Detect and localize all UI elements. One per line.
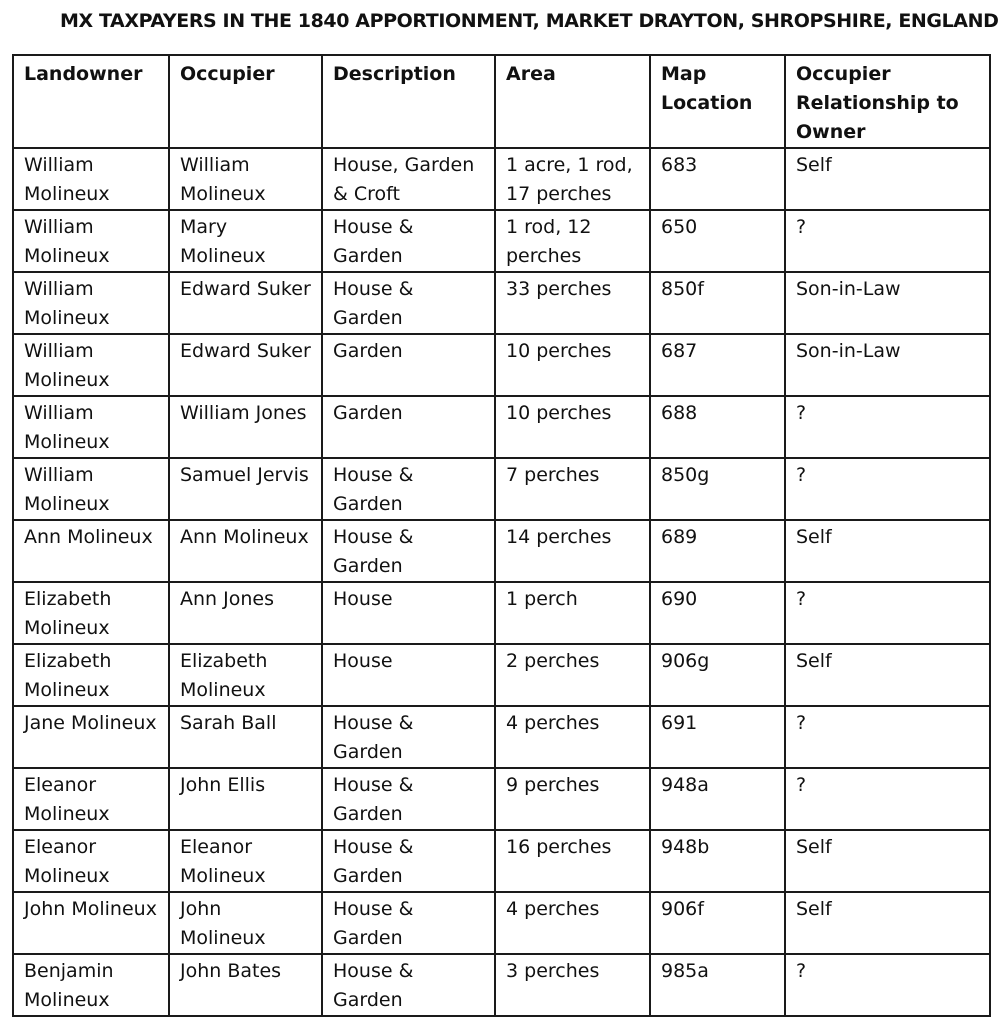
relationship-cell: Son-in-Law — [785, 272, 990, 334]
relationship-cell: ? — [785, 954, 990, 1016]
table-row — [13, 830, 990, 892]
relationship-cell: Son-in-Law — [785, 334, 990, 396]
description-cell: House & Garden — [322, 458, 495, 520]
map-location-cell: 850g — [650, 458, 785, 520]
occupier-cell: Elizabeth Molineux — [169, 644, 322, 706]
occupier-cell: Eleanor Molineux — [169, 830, 322, 892]
occupier-cell: Ann Jones — [169, 582, 322, 644]
landowner-cell: Ann Molineux — [13, 520, 169, 582]
occupier-cell: Sarah Ball — [169, 706, 322, 768]
column-header-area: Area — [495, 55, 650, 148]
description-cell: House, Garden & Croft — [322, 148, 495, 210]
landowner-cell: William Molineux — [13, 272, 169, 334]
description-cell: House — [322, 644, 495, 706]
description-cell: House & Garden — [322, 954, 495, 1016]
occupier-cell: Samuel Jervis — [169, 458, 322, 520]
table-row — [13, 644, 990, 706]
area-cell: 3 perches — [495, 954, 650, 1016]
description-cell: House & Garden — [322, 830, 495, 892]
column-header-map-location: Map Location — [650, 55, 785, 148]
landowner-cell: William Molineux — [13, 210, 169, 272]
map-location-cell: 948b — [650, 830, 785, 892]
map-location-cell: 689 — [650, 520, 785, 582]
column-header-landowner: Landowner — [13, 55, 169, 148]
description-cell: House & Garden — [322, 210, 495, 272]
map-location-cell: 691 — [650, 706, 785, 768]
landowner-cell: William Molineux — [13, 458, 169, 520]
relationship-cell: Self — [785, 644, 990, 706]
description-cell: House & Garden — [322, 892, 495, 954]
landowner-cell: Jane Molineux — [13, 706, 169, 768]
landowner-cell: William Molineux — [13, 334, 169, 396]
occupier-cell: Ann Molineux — [169, 520, 322, 582]
relationship-cell: ? — [785, 706, 990, 768]
relationship-cell: ? — [785, 458, 990, 520]
map-location-cell: 906g — [650, 644, 785, 706]
table-row — [13, 582, 990, 644]
table-row — [13, 458, 990, 520]
landowner-cell: Elizabeth Molineux — [13, 582, 169, 644]
occupier-cell: John Ellis — [169, 768, 322, 830]
area-cell: 14 perches — [495, 520, 650, 582]
area-cell: 10 perches — [495, 396, 650, 458]
relationship-cell: Self — [785, 148, 990, 210]
area-cell: 1 perch — [495, 582, 650, 644]
landowner-cell: Eleanor Molineux — [13, 768, 169, 830]
area-cell: 4 perches — [495, 706, 650, 768]
table-row — [13, 210, 990, 272]
landowner-cell: Elizabeth Molineux — [13, 644, 169, 706]
table-row — [13, 272, 990, 334]
description-cell: House & Garden — [322, 520, 495, 582]
area-cell: 4 perches — [495, 892, 650, 954]
occupier-cell: Mary Molineux — [169, 210, 322, 272]
map-location-cell: 906f — [650, 892, 785, 954]
occupier-cell: Edward Suker — [169, 334, 322, 396]
map-location-cell: 688 — [650, 396, 785, 458]
map-location-cell: 850f — [650, 272, 785, 334]
landowner-cell: Eleanor Molineux — [13, 830, 169, 892]
table-row — [13, 396, 990, 458]
map-location-cell: 985a — [650, 954, 785, 1016]
occupier-cell: Edward Suker — [169, 272, 322, 334]
landowner-cell: William Molineux — [13, 148, 169, 210]
relationship-cell: Self — [785, 520, 990, 582]
relationship-cell: ? — [785, 582, 990, 644]
table-row — [13, 954, 990, 1016]
occupier-cell: William Jones — [169, 396, 322, 458]
landowner-cell: Benjamin Molineux — [13, 954, 169, 1016]
relationship-cell: Self — [785, 830, 990, 892]
area-cell: 1 rod, 12 perches — [495, 210, 650, 272]
description-cell: House — [322, 582, 495, 644]
table-row — [13, 520, 990, 582]
occupier-cell: John Molineux — [169, 892, 322, 954]
relationship-cell: ? — [785, 768, 990, 830]
relationship-cell: ? — [785, 210, 990, 272]
table-row — [13, 334, 990, 396]
map-location-cell: 690 — [650, 582, 785, 644]
occupier-cell: John Bates — [169, 954, 322, 1016]
area-cell: 33 perches — [495, 272, 650, 334]
landowner-cell: William Molineux — [13, 396, 169, 458]
taxpayer-table — [12, 54, 991, 1017]
area-cell: 2 perches — [495, 644, 650, 706]
column-header-relationship: Occupier Relationship to Owner — [785, 55, 990, 148]
table-row — [13, 892, 990, 954]
occupier-cell: William Molineux — [169, 148, 322, 210]
description-cell: Garden — [322, 396, 495, 458]
area-cell: 9 perches — [495, 768, 650, 830]
area-cell: 7 perches — [495, 458, 650, 520]
column-header-occupier: Occupier — [169, 55, 322, 148]
table-body — [13, 148, 990, 1016]
map-location-cell: 683 — [650, 148, 785, 210]
table-row — [13, 768, 990, 830]
table-header-row — [13, 55, 990, 148]
description-cell: House & Garden — [322, 706, 495, 768]
table-row — [13, 706, 990, 768]
area-cell: 10 perches — [495, 334, 650, 396]
description-cell: House & Garden — [322, 272, 495, 334]
landowner-cell: John Molineux — [13, 892, 169, 954]
relationship-cell: ? — [785, 396, 990, 458]
map-location-cell: 650 — [650, 210, 785, 272]
table-row — [13, 148, 990, 210]
description-cell: Garden — [322, 334, 495, 396]
area-cell: 1 acre, 1 rod, 17 perches — [495, 148, 650, 210]
column-header-description: Description — [322, 55, 495, 148]
relationship-cell: Self — [785, 892, 990, 954]
area-cell: 16 perches — [495, 830, 650, 892]
map-location-cell: 687 — [650, 334, 785, 396]
description-cell: House & Garden — [322, 768, 495, 830]
page-title: MX TAXPAYERS IN THE 1840 APPORTIONMENT, MARKET DRAYTON, SHROPSHIRE, ENGLAND — [60, 10, 999, 32]
map-location-cell: 948a — [650, 768, 785, 830]
